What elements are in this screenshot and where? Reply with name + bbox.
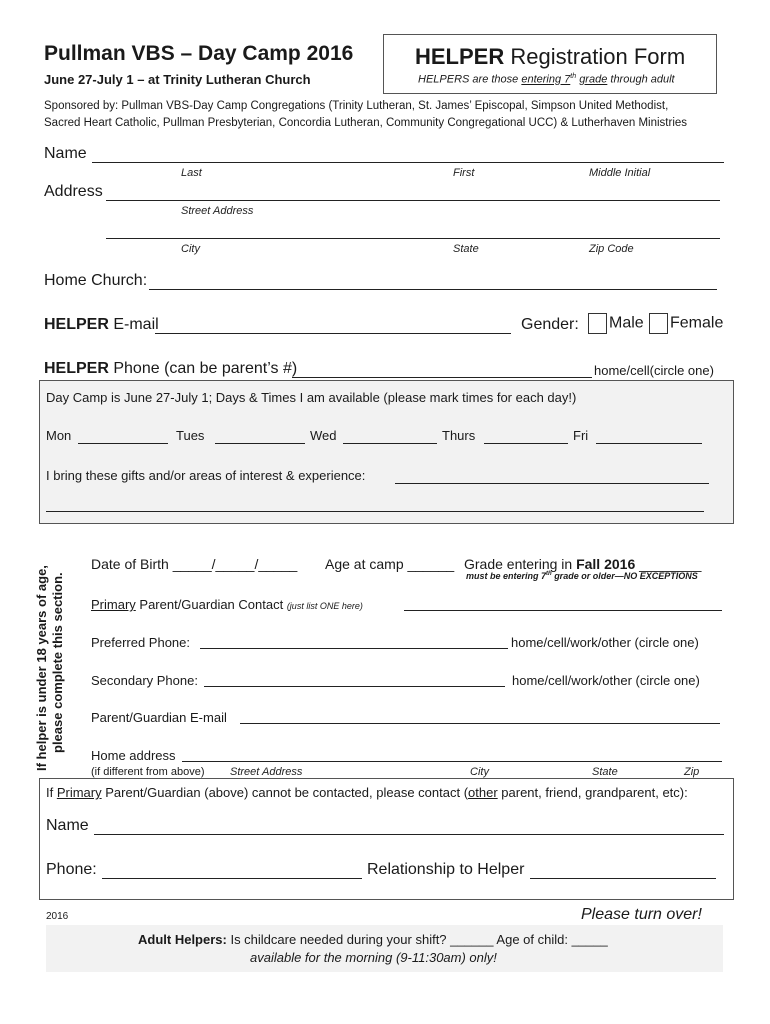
wed-field[interactable] <box>343 443 437 444</box>
page-subtitle: June 27-July 1 – at Trinity Lutheran Church <box>44 72 311 87</box>
page-title: Pullman VBS – Day Camp 2016 <box>44 42 354 65</box>
turn-over-note: Please turn over! <box>581 906 702 923</box>
thurs-field[interactable] <box>484 443 568 444</box>
phone-label: HELPER Phone (can be parent’s #) <box>44 360 298 377</box>
state-caption: State <box>453 243 479 255</box>
form-title-note: HELPERS are those entering 7th grade through adult <box>418 73 675 86</box>
age-label: Age at camp ______ <box>325 556 455 572</box>
alt-phone-field[interactable] <box>102 878 362 879</box>
city-state-zip-field[interactable] <box>106 238 720 239</box>
gifts-field-2[interactable] <box>46 511 704 512</box>
adult-helpers-morning-note: available for the morning (9-11:30am) only! <box>250 950 497 965</box>
relationship-field[interactable] <box>530 878 716 879</box>
footer-year: 2016 <box>46 911 69 922</box>
alt-phone-label: Phone: <box>46 861 97 878</box>
tues-label: Tues <box>176 428 205 443</box>
sponsor-line-2: Sacred Heart Catholic, Pullman Presbyterian, Concordia Lutheran, Community Congregational UCC) & Lutherhaven Ministries <box>44 117 688 129</box>
wed-label: Wed <box>310 428 337 443</box>
adult-helpers-question: Adult Helpers: Is childcare needed during your shift? ______ Age of child: _____ <box>138 932 608 947</box>
email-label: HELPER E-mail <box>44 316 159 333</box>
secondary-phone-type: home/cell/work/other (circle one) <box>512 673 700 688</box>
tues-field[interactable] <box>215 443 305 444</box>
email-field[interactable] <box>155 333 511 334</box>
preferred-phone-label: Preferred Phone: <box>91 635 191 650</box>
preferred-phone-type: home/cell/work/other (circle one) <box>511 635 699 650</box>
city-caption: City <box>181 243 200 255</box>
dob-label: Date of Birth _____/_____/_____ <box>91 556 298 572</box>
mon-field[interactable] <box>78 443 168 444</box>
availability-section <box>39 380 734 524</box>
pg-email-label: Parent/Guardian E-mail <box>91 710 227 725</box>
alt-name-label: Name <box>46 817 89 834</box>
home-city-caption: City <box>470 766 489 778</box>
name-first-caption: First <box>453 167 475 179</box>
gender-label: Gender: <box>521 316 579 333</box>
home-church-field[interactable] <box>149 289 717 290</box>
alt-name-field[interactable] <box>94 834 724 835</box>
preferred-phone-field[interactable] <box>200 648 508 649</box>
phone-field[interactable] <box>292 377 592 378</box>
alternate-contact-intro: If Primary Parent/Guardian (above) cannot be contacted, please contact (other parent, friend, grandparent, etc): <box>46 785 688 800</box>
phone-type-note: home/cell(circle one) <box>594 363 714 378</box>
address-label: Address <box>44 183 103 200</box>
fri-field[interactable] <box>596 443 702 444</box>
gender-male-option[interactable]: Male <box>588 313 644 334</box>
alternate-contact-section <box>39 778 734 900</box>
secondary-phone-label: Secondary Phone: <box>91 673 198 688</box>
name-label: Name <box>44 145 87 162</box>
minor-section-side-label: If helper is under 18 years of age, please complete this section. <box>34 565 65 771</box>
name-field[interactable] <box>92 162 724 163</box>
home-street-caption: Street Address <box>230 766 303 778</box>
secondary-phone-field[interactable] <box>204 686 505 687</box>
street-caption: Street Address <box>181 205 254 217</box>
mon-label: Mon <box>46 428 72 443</box>
availability-intro: Day Camp is June 27-July 1; Days & Times I am available (please mark times for each day!) <box>46 390 577 405</box>
sponsor-line-1: Sponsored by: Pullman VBS-Day Camp Congregations (Trinity Lutheran, St. James’ Episcopal, Simpson United Methodist, <box>44 100 669 112</box>
home-zip-caption: Zip <box>684 766 700 778</box>
primary-contact-field[interactable] <box>404 610 722 611</box>
grade-label: Grade entering in Fall 2016 ________ <box>464 556 702 572</box>
pg-email-field[interactable] <box>240 723 720 724</box>
female-checkbox[interactable] <box>649 313 668 334</box>
name-middle-caption: Middle Initial <box>589 167 651 179</box>
adult-helpers-box <box>46 925 723 972</box>
relationship-label: Relationship to Helper <box>367 861 525 878</box>
home-church-label: Home Church: <box>44 272 148 289</box>
form-title-box <box>383 34 717 94</box>
form-title: HELPER Registration Form <box>415 44 686 69</box>
name-last-caption: Last <box>181 167 202 179</box>
gender-female-option[interactable]: Female <box>649 313 723 334</box>
home-address-label: Home address <box>91 748 176 763</box>
if-different-note: (if different from above) <box>91 766 205 778</box>
thurs-label: Thurs <box>442 428 476 443</box>
gifts-field[interactable] <box>395 483 709 484</box>
zip-caption: Zip Code <box>589 243 634 255</box>
fri-label: Fri <box>573 428 589 443</box>
gifts-label: I bring these gifts and/or areas of interest & experience: <box>46 468 366 483</box>
primary-contact-label: Primary Parent/Guardian Contact (just list ONE here) <box>91 597 363 612</box>
street-address-field[interactable] <box>106 200 720 201</box>
grade-note: must be entering 7th grade or older—NO EXCEPTIONS <box>466 571 698 581</box>
home-address-field[interactable] <box>182 761 722 762</box>
home-state-caption: State <box>592 766 618 778</box>
male-checkbox[interactable] <box>588 313 607 334</box>
